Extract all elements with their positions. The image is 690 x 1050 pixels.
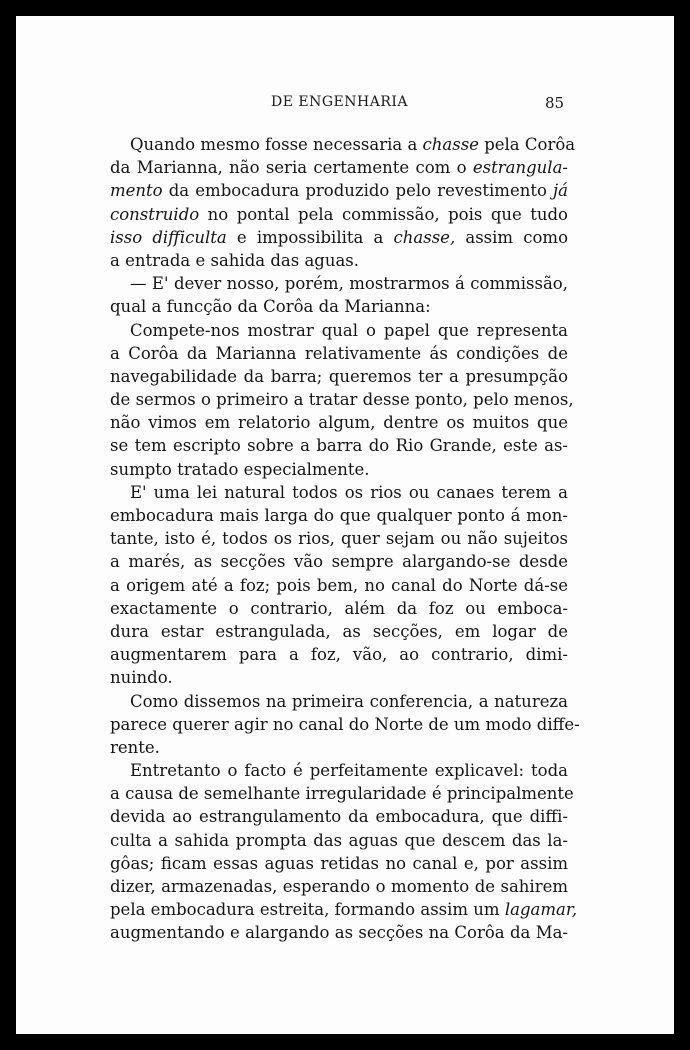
text-line [110, 690, 568, 713]
text-line [110, 852, 568, 875]
text-segment: navegabilidade da barra; queremos ter a presumpção [110, 366, 568, 386]
italic-text: isso difficulta [110, 227, 227, 247]
text-line [110, 156, 568, 179]
text-line [110, 434, 568, 457]
italic-text: construido [110, 204, 200, 224]
text-segment: de sermos o primeiro a tratar desse ponto, pelo menos, [110, 390, 574, 410]
text-line [110, 458, 568, 481]
text-line [110, 272, 568, 295]
text-segment: a causa de semelhante irregularidade é principalmente [110, 784, 574, 804]
text-line [110, 319, 568, 342]
text-line [110, 759, 568, 782]
book-page [16, 16, 674, 1034]
text-segment: Entretanto o facto é perfeitamente explicavel: toda [130, 761, 568, 781]
text-segment: e impossibilita a [226, 227, 394, 247]
text-segment: embocadura mais larga do que qualquer ponto á mon- [110, 506, 568, 525]
text-segment: qual a funcção da Corôa da Marianna: [110, 297, 431, 317]
text-line [110, 574, 568, 597]
text-line [110, 805, 568, 828]
paragraph [110, 133, 576, 272]
text-segment: da Marianna, não seria certamente com o [110, 158, 473, 178]
paragraph [110, 272, 568, 318]
text-line [110, 133, 576, 156]
text-segment: no pontal pela commissão, pois que tudo [199, 204, 568, 224]
text-segment: tante, isto é, todos os rios, quer sejam ou não sujeitos [110, 529, 568, 549]
text-line [110, 203, 568, 226]
text-line [110, 713, 580, 736]
text-line [110, 411, 568, 434]
text-segment: a Corôa da Marianna relativamente ás condições de [110, 343, 568, 363]
page-number: 85 [545, 94, 565, 112]
text-segment: exactamente o contrario, além da foz ou emboca- [110, 598, 568, 618]
text-segment: augmentarem para a foz, vão, ao contrario, dimi- [110, 645, 568, 665]
text-segment: pela embocadura estreita, formando assim um [110, 900, 505, 920]
text-line [110, 643, 568, 666]
paragraph [110, 319, 574, 481]
text-segment: sumpto tratado especialmente. [110, 459, 370, 479]
text-line [110, 875, 568, 898]
text-line [110, 550, 568, 573]
text-segment: Quando mesmo fosse necessaria a [130, 135, 423, 154]
text-line [110, 921, 568, 944]
text-line [110, 179, 568, 202]
text-line [110, 365, 568, 388]
text-line [110, 898, 578, 921]
text-segment: E' uma lei natural todos os rios ou canaes terem a [130, 482, 568, 502]
text-segment: culta a sahida prompta das aguas que descem das la- [110, 830, 568, 850]
text-segment: parece querer agir no canal do Norte de um modo diffe- [110, 714, 580, 734]
body-text [110, 133, 580, 945]
italic-text: chasse, [393, 227, 456, 247]
text-line [110, 527, 568, 550]
text-line [110, 481, 568, 504]
text-line [110, 295, 568, 318]
text-line [110, 597, 568, 620]
text-segment: rente. [110, 737, 160, 757]
text-segment: a entrada e sahida das aguas. [110, 250, 360, 270]
italic-text: estrangula- [472, 158, 568, 178]
italic-text: mento [110, 181, 163, 201]
text-line [110, 736, 568, 759]
text-segment: dura estar estrangulada, as secções, em logar de [110, 621, 568, 641]
text-line [110, 388, 574, 411]
text-line [110, 782, 574, 805]
text-line [110, 249, 568, 272]
text-line [110, 504, 568, 527]
text-line [110, 829, 568, 852]
text-line [110, 226, 568, 249]
italic-text: lagamar, [504, 900, 578, 920]
text-segment: gôas; ficam essas aguas retidas no canal e, por assim [110, 853, 568, 873]
italic-text: já [553, 181, 568, 201]
text-line [110, 342, 568, 365]
text-segment: devida ao estrangulamento da embocadura, que diffi- [110, 807, 568, 827]
text-segment: augmentando e alargando as secções na Corôa da Ma- [110, 923, 568, 943]
paragraph [110, 759, 578, 945]
text-segment: a marés, as secções vão sempre alargando-se desde [110, 552, 568, 572]
text-segment: pela Corôa [478, 135, 576, 154]
text-segment: nuindo. [110, 668, 173, 688]
text-segment: assim como [455, 227, 569, 247]
text-segment: se tem escripto sobre a barra do Rio Grande, este as- [110, 436, 568, 456]
text-segment: a origem até a foz; pois bem, no canal do Norte dá-se [110, 575, 568, 595]
text-segment: Compete-nos mostrar qual o papel que representa [130, 320, 568, 340]
text-segment: dizer, armazenadas, esperando o momento de sahirem [110, 877, 568, 896]
paragraph [110, 690, 580, 760]
text-line [110, 620, 568, 643]
text-segment: — E' dever nosso, porém, mostrarmos á commissão, [130, 274, 568, 294]
text-segment: não vimos em relatorio algum, dentre os muitos que [110, 413, 568, 433]
text-segment: da embocadura produzido pelo revestimento [162, 181, 554, 201]
italic-text: chasse [422, 135, 479, 154]
page-header [16, 94, 674, 118]
text-line [110, 666, 568, 689]
paragraph [110, 481, 568, 690]
text-segment: Como dissemos na primeira conferencia, a natureza [130, 691, 568, 711]
running-title: DE ENGENHARIA [271, 94, 409, 110]
